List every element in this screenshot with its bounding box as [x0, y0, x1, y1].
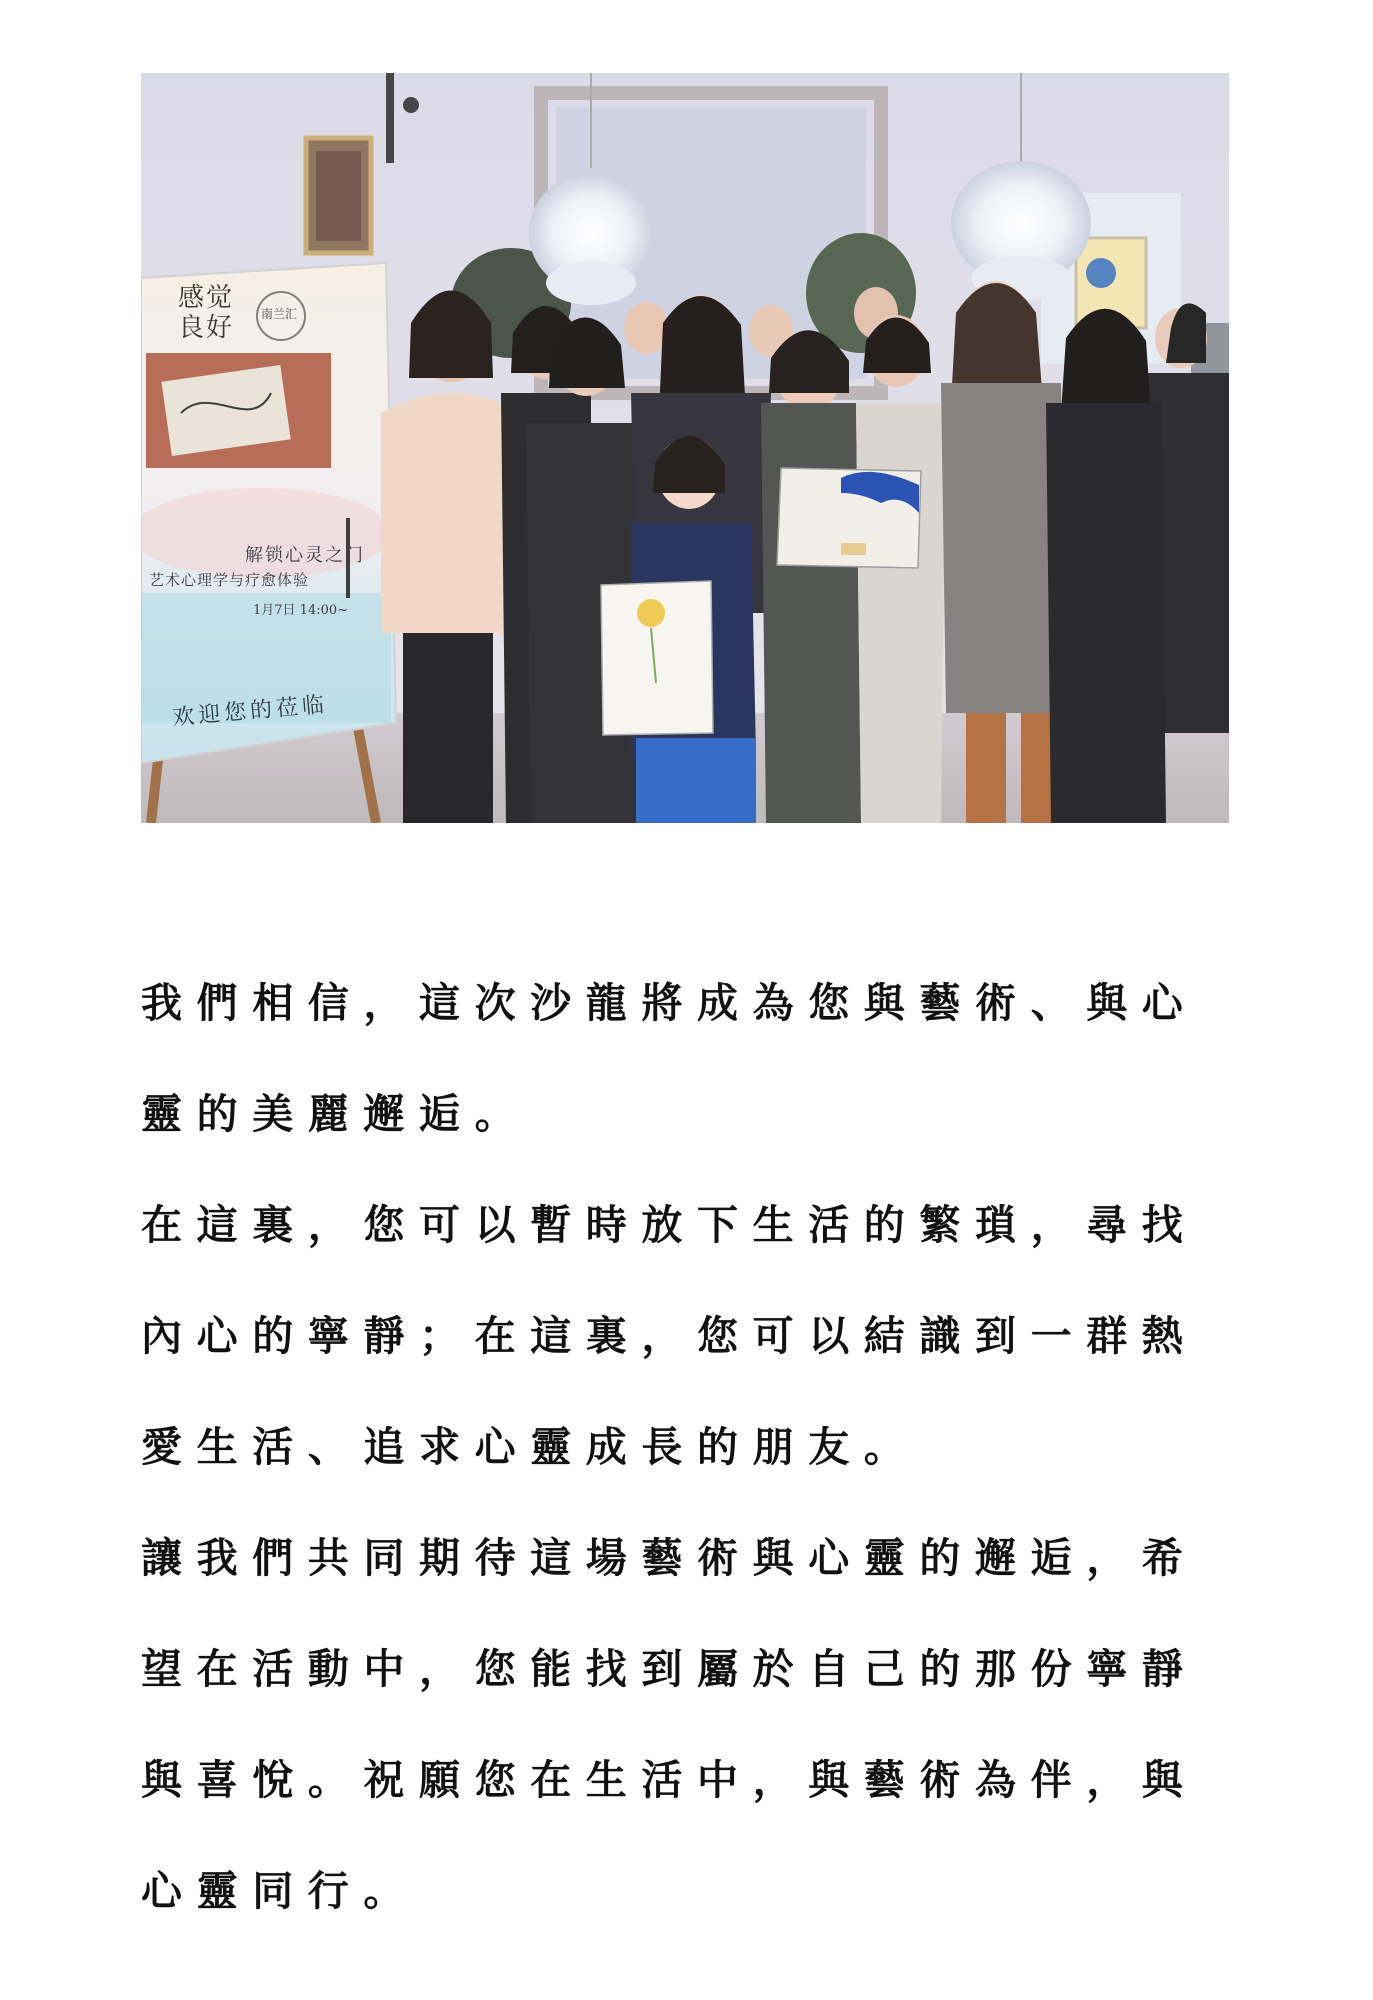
sign-partner-logo-text: 南兰汇 [261, 307, 298, 321]
article-body [141, 948, 1241, 1947]
paragraph-2: 在這裏，您可以暫時放下生活的繁瑣，尋找內心的寧靜；在這裏，您可以結識到一群熱愛生活、追求心靈成長的朋友。 [141, 1201, 1198, 1471]
paragraph-3: 讓我們共同期待這場藝術與心靈的邂逅，希望在活動中，您能找到屬於自己的那份寧靜與喜悅。祝願您在生活中，與藝術為伴，與心靈同行。 [141, 1534, 1198, 1915]
sign-welcome: 欢迎您的莅临 [171, 692, 330, 731]
sign-subtitle: 艺术心理学与疗愈体验 [149, 571, 310, 589]
sign-date: 1月7日 14:00~ [253, 603, 349, 618]
sign-brand-logo-text: 感觉良好 [178, 283, 235, 343]
sign-title: 解锁心灵之门 [245, 545, 365, 566]
paragraph-1: 我們相信，這次沙龍將成為您與藝術、與心靈的美麗邂逅。 [141, 979, 1198, 1138]
group-photo [141, 73, 1229, 823]
